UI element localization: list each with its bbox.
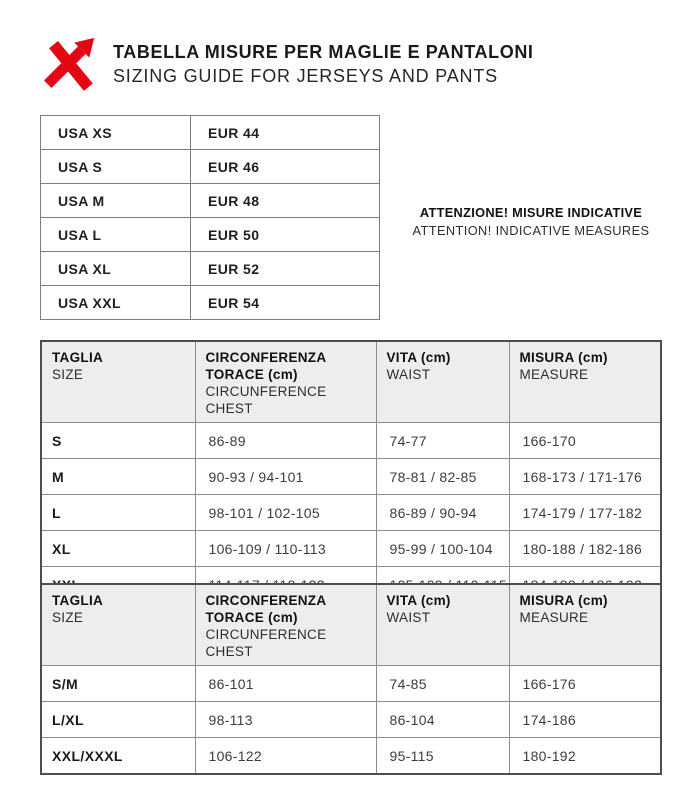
title-block [113,38,534,88]
table-row [41,666,661,702]
header-line: CIRCONFERENZA [205,350,327,365]
waist-cell: 95-115 [376,738,509,775]
page-subtitle: SIZING GUIDE FOR JERSEYS AND PANTS [113,66,498,86]
header-row [41,341,661,423]
measure-cell: 180-188 / 182-186 [509,531,661,567]
eur-size-cell: EUR 46 [191,150,380,184]
usa-size-cell: USA XL [41,252,191,286]
waist-cell: 74-85 [376,666,509,702]
column-header-size [41,584,195,666]
header-subline: WAIST [386,610,431,625]
header-line: MISURA (cm) [519,350,608,365]
size-cell: XL [41,531,195,567]
eur-size-cell: EUR 54 [191,286,380,320]
size-cell: L/XL [41,702,195,738]
header-subline: WAIST [386,367,431,382]
eur-size-cell: EUR 44 [191,116,380,150]
column-header-waist [376,341,509,423]
size-cell: M [41,459,195,495]
table-row [41,495,661,531]
measure-cell: 180-192 [509,738,661,775]
usa-size-cell: USA XXL [41,286,191,320]
size-table-combined [40,583,662,775]
measure-cell: 166-170 [509,423,661,459]
header-subline: CIRCUNFERENCE CHEST [205,627,327,659]
chest-cell: 106-109 / 110-113 [195,531,376,567]
column-header-size [41,341,195,423]
notice-line-italian: ATTENZIONE! MISURE INDICATIVE [419,205,643,220]
header-subline: SIZE [52,367,84,382]
size-cell: L [41,495,195,531]
usa-size-cell: USA L [41,218,191,252]
header [40,34,534,92]
waist-cell: 86-89 / 90-94 [376,495,509,531]
measure-cell: 174-186 [509,702,661,738]
eur-size-cell: EUR 48 [191,184,380,218]
column-header-chest [195,584,376,666]
header-subline: MEASURE [519,367,589,382]
eur-size-cell: EUR 50 [191,218,380,252]
waist-cell: 86-104 [376,702,509,738]
chest-cell: 86-101 [195,666,376,702]
waist-cell: 78-81 / 82-85 [376,459,509,495]
column-header-measure [509,584,661,666]
x-arrow-logo-icon [40,34,98,92]
table-row [41,286,380,320]
table-row [41,531,661,567]
table-row [41,423,661,459]
column-header-measure [509,341,661,423]
header-subline: SIZE [52,610,84,625]
column-header-waist [376,584,509,666]
page-title: TABELLA MISURE PER MAGLIE E PANTALONI [113,42,534,62]
usa-eur-conversion-table [40,115,380,320]
attention-notice [405,204,657,240]
header-row [41,584,661,666]
eur-size-cell: EUR 52 [191,252,380,286]
measure-cell: 174-179 / 177-182 [509,495,661,531]
table-row [41,150,380,184]
chest-cell: 86-89 [195,423,376,459]
chest-cell: 98-101 / 102-105 [195,495,376,531]
waist-cell: 95-99 / 100-104 [376,531,509,567]
header-subline: MEASURE [519,610,589,625]
column-header-chest [195,341,376,423]
size-table-detailed [40,340,662,604]
table-row [41,702,661,738]
header-line: CIRCONFERENZA [205,593,327,608]
header-line: VITA (cm) [386,593,451,608]
header-line: TORACE (cm) [205,367,298,382]
usa-size-cell: USA XS [41,116,191,150]
size-cell: XXL/XXXL [41,738,195,775]
size-cell: S/M [41,666,195,702]
chest-cell: 90-93 / 94-101 [195,459,376,495]
header-line: TAGLIA [52,350,104,365]
header-line: TORACE (cm) [205,610,298,625]
waist-cell: 74-77 [376,423,509,459]
table-row [41,459,661,495]
table-row [41,218,380,252]
measure-cell: 166-176 [509,666,661,702]
size-cell: S [41,423,195,459]
header-line: MISURA (cm) [519,593,608,608]
usa-size-cell: USA S [41,150,191,184]
table-row [41,184,380,218]
header-subline: CIRCUNFERENCE CHEST [205,384,327,416]
table-row [41,252,380,286]
chest-cell: 98-113 [195,702,376,738]
header-line: TAGLIA [52,593,104,608]
usa-size-cell: USA M [41,184,191,218]
measure-cell: 168-173 / 171-176 [509,459,661,495]
table-row [41,116,380,150]
header-line: VITA (cm) [386,350,451,365]
chest-cell: 106-122 [195,738,376,775]
table-row [41,738,661,775]
notice-line-english: ATTENTION! INDICATIVE MEASURES [412,223,650,238]
